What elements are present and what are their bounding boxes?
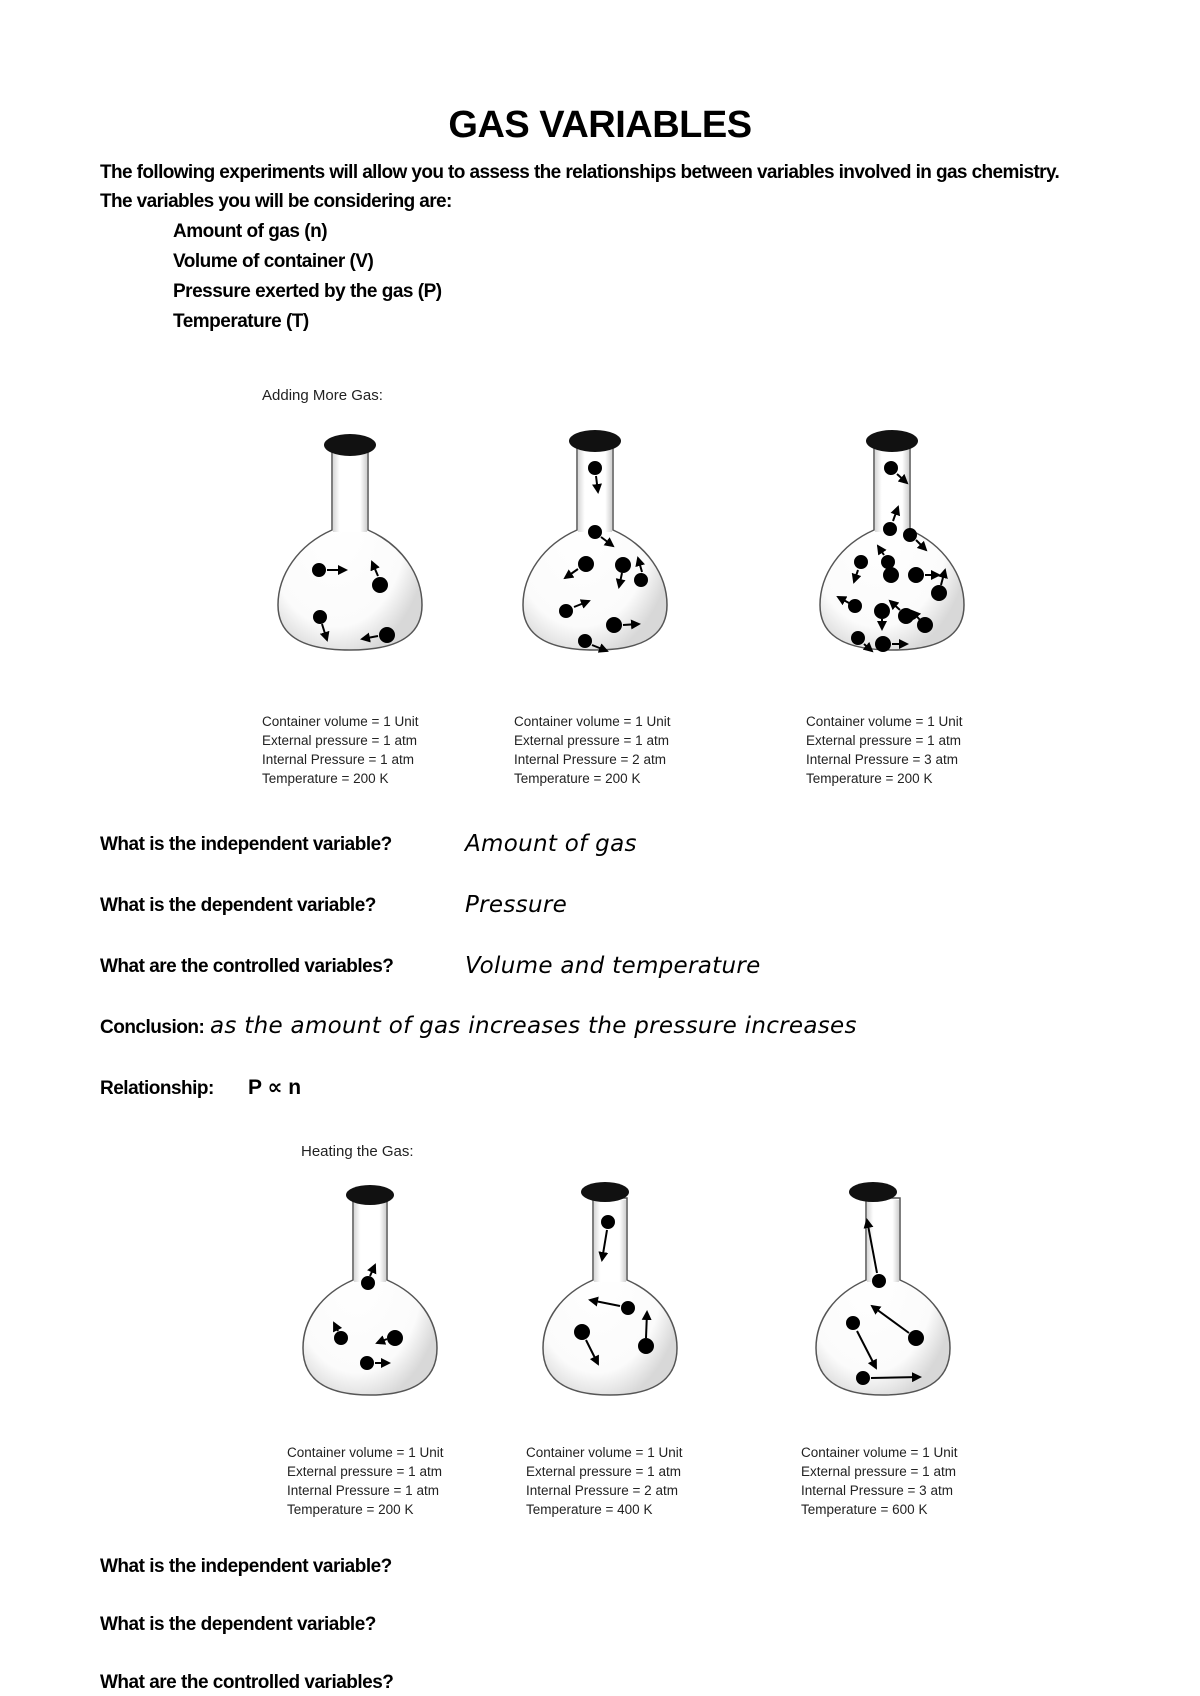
flask-illustration — [535, 1180, 685, 1400]
question-controlled: What are the controlled variables? — [100, 956, 394, 977]
flask-info — [806, 712, 962, 788]
temperature: Temperature = 600 K — [801, 1502, 928, 1517]
flask-illustration — [270, 425, 430, 655]
external-pressure: External pressure = 1 atm — [262, 733, 417, 748]
internal-pressure: Internal Pressure = 2 atm — [526, 1483, 678, 1498]
external-pressure: External pressure = 1 atm — [801, 1464, 956, 1479]
answer-controlled: Volume and temperature — [465, 953, 761, 979]
intro-line-1: The following experiments will allow you to assess the relationships between variables involved in gas chemistry. — [100, 162, 1060, 183]
temperature: Temperature = 200 K — [806, 771, 933, 786]
variable-volume: Volume of container (V) — [173, 251, 374, 272]
page-title: GAS VARIABLES — [448, 104, 752, 146]
temperature: Temperature = 200 K — [514, 771, 641, 786]
temperature: Temperature = 400 K — [526, 1502, 653, 1517]
experiment2-caption: Heating the Gas: — [301, 1143, 414, 1160]
variable-temperature: Temperature (T) — [173, 311, 309, 332]
question-dependent: What is the dependent variable? — [100, 895, 376, 916]
external-pressure: External pressure = 1 atm — [514, 733, 669, 748]
flask-info — [287, 1443, 443, 1519]
external-pressure: External pressure = 1 atm — [526, 1464, 681, 1479]
question-dependent: What is the dependent variable? — [100, 1614, 376, 1635]
temperature: Temperature = 200 K — [262, 771, 389, 786]
relationship-value: P ∝ n — [248, 1076, 302, 1099]
flask-illustration — [808, 1180, 958, 1400]
internal-pressure: Internal Pressure = 1 atm — [287, 1483, 439, 1498]
temperature: Temperature = 200 K — [287, 1502, 414, 1517]
internal-pressure: Internal Pressure = 2 atm — [514, 752, 666, 767]
flask-info — [801, 1443, 957, 1519]
question-controlled: What are the controlled variables? — [100, 1672, 394, 1693]
conclusion-text: as the amount of gas increases the pressure increases — [210, 1013, 857, 1039]
flask-info — [514, 712, 670, 788]
relationship-label: Relationship: — [100, 1078, 214, 1099]
container-volume: Container volume = 1 Unit — [526, 1445, 683, 1460]
question-independent: What is the independent variable? — [100, 1556, 392, 1577]
question-independent: What is the independent variable? — [100, 834, 392, 855]
intro-line-2: The variables you will be considering are: — [100, 191, 452, 212]
container-volume: Container volume = 1 Unit — [262, 714, 419, 729]
answer-independent: Amount of gas — [465, 831, 637, 857]
flask-illustration — [812, 425, 972, 655]
variable-pressure: Pressure exerted by the gas (P) — [173, 281, 442, 302]
variable-amount: Amount of gas (n) — [173, 221, 328, 242]
conclusion-label: Conclusion: — [100, 1017, 205, 1038]
internal-pressure: Internal Pressure = 3 atm — [801, 1483, 953, 1498]
flask-illustration — [515, 425, 675, 655]
container-volume: Container volume = 1 Unit — [801, 1445, 958, 1460]
flask-info — [526, 1443, 682, 1519]
answer-dependent: Pressure — [465, 892, 568, 918]
container-volume: Container volume = 1 Unit — [514, 714, 671, 729]
external-pressure: External pressure = 1 atm — [287, 1464, 442, 1479]
internal-pressure: Internal Pressure = 3 atm — [806, 752, 958, 767]
container-volume: Container volume = 1 Unit — [287, 1445, 444, 1460]
internal-pressure: Internal Pressure = 1 atm — [262, 752, 414, 767]
flask-illustration — [295, 1180, 445, 1400]
flask-info — [262, 712, 418, 788]
container-volume: Container volume = 1 Unit — [806, 714, 963, 729]
external-pressure: External pressure = 1 atm — [806, 733, 961, 748]
experiment1-caption: Adding More Gas: — [262, 387, 383, 404]
